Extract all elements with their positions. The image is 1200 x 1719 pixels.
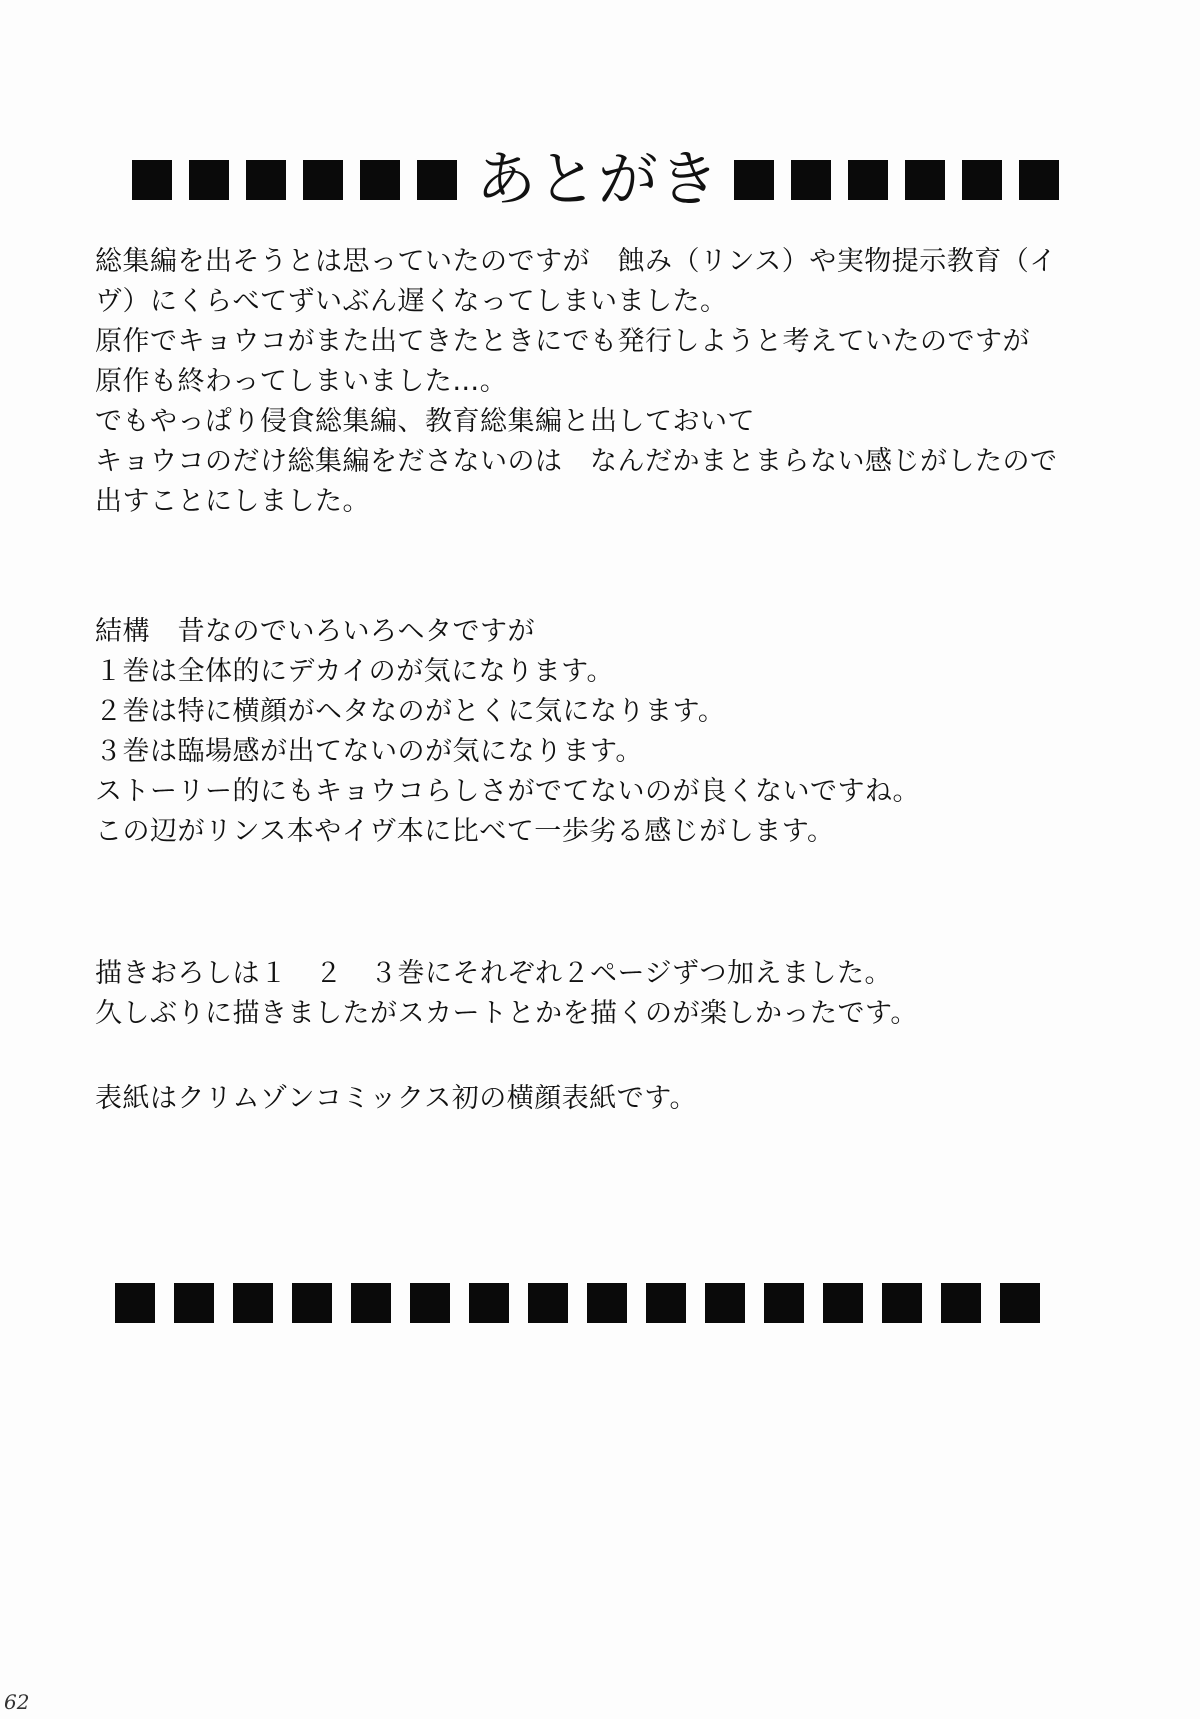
text-line: キョウコのだけ総集編をださないのは なんだかまとまらない感じがしたので [95, 446, 1058, 477]
black-square-ornament [115, 1283, 155, 1323]
black-square-ornament [360, 160, 400, 200]
black-square-ornament [791, 160, 831, 200]
black-square-ornament [469, 1283, 509, 1323]
black-square-ornament [905, 160, 945, 200]
afterword-title: あとがき [476, 145, 720, 215]
black-square-ornament [823, 1283, 863, 1323]
text-line: ストーリー的にもキョウコらしさがでてないのが良くないですね。 [95, 776, 920, 807]
text-line: 原作でキョウコがまた出てきたときにでも発行しようと考えていたのですが [95, 326, 1030, 357]
text-line: 総集編を出そうとは思っていたのですが 蝕み（リンス）や実物提示教育（イ [95, 246, 1057, 277]
black-square-ornament [646, 1283, 686, 1323]
black-square-ornament [764, 1283, 804, 1323]
footer-divider [115, 1278, 1075, 1328]
black-square-ornament [848, 160, 888, 200]
text-line: 描きおろしは１ ２ ３巻にそれぞれ２ページずつ加えました。 [95, 958, 892, 989]
black-square-ornament [303, 160, 343, 200]
text-line: でもやっぱり侵食総集編、教育総集編と出しておいて [95, 406, 755, 437]
text-line: 結構 昔なのでいろいろヘタですが [95, 616, 535, 647]
page-number: 62 [4, 1690, 30, 1714]
text-line: 表紙はクリムゾンコミックス初の横顔表紙です。 [95, 1083, 698, 1114]
text-line: 原作も終わってしまいました…。 [95, 366, 508, 397]
afterword-heading [132, 140, 1032, 220]
black-square-ornament [705, 1283, 745, 1323]
black-square-ornament [528, 1283, 568, 1323]
text-line: 出すことにしました。 [95, 486, 370, 517]
black-square-ornament [132, 160, 172, 200]
text-line: ヴ）にくらべてずいぶん遅くなってしまいました。 [95, 286, 728, 317]
paragraph-3 [95, 954, 918, 1034]
paragraph-1 [95, 242, 1058, 522]
text-line: ３巻は臨場感が出てないのが気になります。 [95, 736, 643, 767]
black-square-ornament [246, 160, 286, 200]
black-square-ornament [1000, 1283, 1040, 1323]
text-line: １巻は全体的にデカイのが気になります。 [95, 656, 614, 687]
black-square-ornament [351, 1283, 391, 1323]
text-line: この辺がリンス本やイヴ本に比べて一歩劣る感じがします。 [95, 816, 835, 847]
black-square-ornament [189, 160, 229, 200]
black-square-ornament [417, 160, 457, 200]
black-square-ornament [174, 1283, 214, 1323]
paragraph-4 [95, 1079, 697, 1119]
black-square-ornament [587, 1283, 627, 1323]
black-square-ornament [410, 1283, 450, 1323]
black-square-ornament [734, 160, 774, 200]
text-line: ２巻は特に横顔がヘタなのがとくに気になります。 [95, 696, 726, 727]
paragraph-2 [95, 612, 920, 852]
black-square-ornament [292, 1283, 332, 1323]
black-square-ornament [882, 1283, 922, 1323]
text-line: 久しぶりに描きましたがスカートとかを描くのが楽しかったです。 [95, 998, 918, 1029]
black-square-ornament [962, 160, 1002, 200]
black-square-ornament [941, 1283, 981, 1323]
black-square-ornament [233, 1283, 273, 1323]
black-square-ornament [1019, 160, 1059, 200]
